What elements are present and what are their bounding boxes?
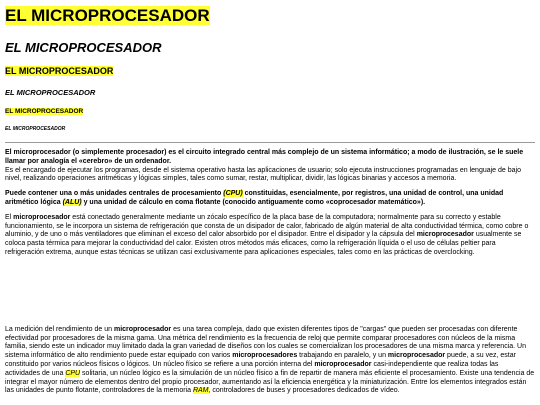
heading-1: EL MICROPROCESADOR [5, 6, 210, 25]
spacer [5, 264, 535, 326]
ram-highlight: RAM [192, 387, 209, 395]
cpu-highlight-2: CPU [65, 369, 81, 377]
heading-2: EL MICROPROCESADOR [5, 40, 162, 55]
heading-4: EL MICROPROCESADOR [5, 88, 96, 97]
paragraph-cpu: Puede contener una o más unidades centrales de procesamiento (CPU) constituidas, esencialmente, por registros, una unidad de control, una unidad aritmético lógica (ALU) y una unidad de cálculo en coma flotante (conocido antiguamente como «coprocesador matemático»). [5, 190, 504, 206]
cpu-highlight: (CPU) [223, 190, 243, 198]
heading-5: EL MICROPROCESADOR [5, 108, 84, 115]
intro-text: Es el encargado de ejecutar los programas, desde el sistema operativo hasta las aplicaciones de usuario; solo ejecuta instrucciones programadas en lenguaje de bajo nivel, realizando operaciones aritméticas y lógicas simples, tales como sumar, restar, multiplicar, dividir, las lógicas binarias y accesos a memoria. [5, 166, 521, 183]
paragraph-cooling: El microprocesador está conectado generalmente mediante un zócalo específico de la placa base de la computadora; normalmente para su correcto y estable funcionamiento, se le incorpora un sistema de refrigeración que consta de un disipador de calor, fabricado de algún material de alta conductividad térmica, como cobre o aluminio, y de uno o más ventiladores que eliminan el exceso del calor absorbido por el disipador. Entre el disipador y la cápsula del microprocesador usualmente se coloca pasta térmica para mejorar la conductividad del calor. Existen otros métodos más eficaces, como la refrigeración líquida o el uso de células peltier para refrigeración extrema, aunque estas técnicas se utilizan casi exclusivamente para aplicaciones especiales, tales como en las prácticas de overclocking. [5, 213, 529, 256]
alu-highlight: (ALU) [62, 198, 82, 206]
divider [5, 142, 535, 143]
paragraph-performance: La medición del rendimiento de un microprocesador es una tarea compleja, dado que existen diferentes tipos de "cargas" que pueden ser procesadas con diferente efectividad por procesadores de la misma gama. Una métrica del rendimiento es la frecuencia de reloj que permite comparar procesadores con núcleos de la misma familia, siendo este un indicador muy limitado dada la gran variedad de diseños con los cuales se comercializan los procesadores de una misma marca y referencia. Un sistema informático de alto rendimiento puede estar equipado con varios microprocesadores trabajando en paralelo, y un microprocesador puede, a su vez, estar constituido por varios núcleos físicos o lógicos. Un núcleo físico se refiere a una porción interna del microprocesador casi-independiente que realiza todas las actividades de una CPU solitaria, un núcleo lógico es la simulación de un núcleo físico a fin de repartir de manera más eficiente el procesamiento. Existe una tendencia de integrar el mayor número de elementos dentro del propio procesador, aumentando así la eficiencia energética y la miniaturización. Entre los elementos integrados están las unidades de punto flotante, controladores de la memoria RAM, controladores de buses y procesadores dedicados de vídeo. [5, 325, 535, 395]
intro-bold-text: El microprocesador (o simplemente procesador) es el circuito integrado central más complejo de un sistema informático; a modo de ilustración, se le suele llamar por analogía el «cerebro» de un ordenador. [5, 149, 524, 165]
heading-3: EL MICROPROCESADOR [5, 66, 114, 76]
paragraph-intro [5, 149, 535, 184]
heading-6: EL MICROPROCESADOR [5, 126, 66, 132]
